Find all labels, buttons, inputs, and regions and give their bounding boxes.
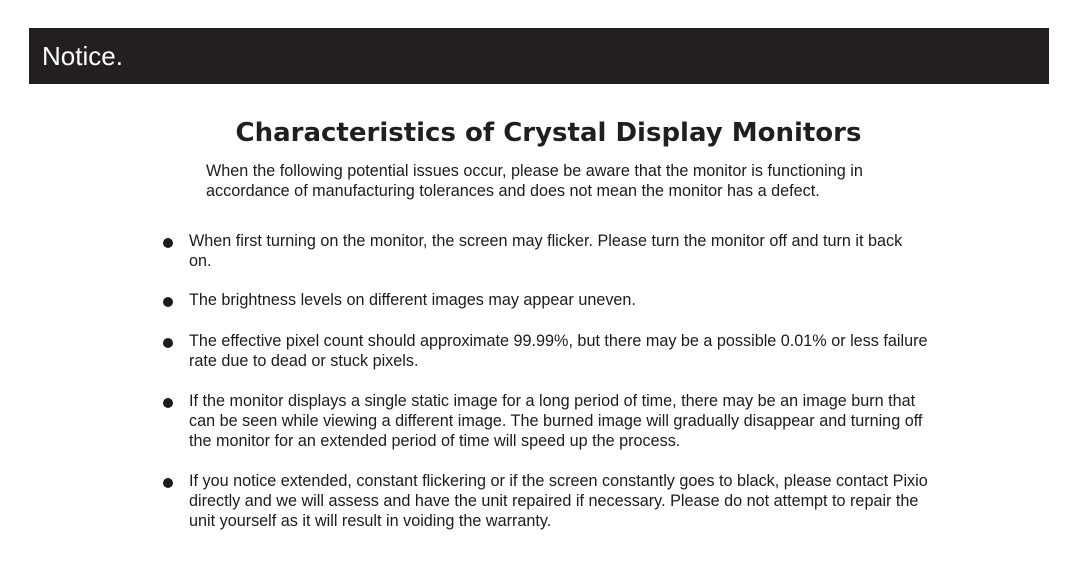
notice-banner — [29, 28, 1049, 84]
bullet-icon — [163, 297, 173, 307]
intro-paragraph: When the following potential issues occur, please be aware that the monitor is functioning in accordance of manufacturing tolerances and does not mean the monitor has a defect. — [206, 162, 863, 200]
banner-title: Notice. — [42, 40, 123, 71]
list-item — [189, 331, 929, 371]
list-item — [189, 290, 929, 310]
list-item-text: The brightness levels on different images may appear uneven. — [189, 291, 636, 309]
list-item-text: If you notice extended, constant flickering or if the screen constantly goes to black, please contact Pixio directly and we will assess and have the unit repaired if necessary. Please do not attempt to repair the unit yourself as it will result in voiding the warranty. — [189, 472, 928, 530]
page-title: Characteristics of Crystal Display Monitors — [235, 118, 862, 148]
list-item-text: When first turning on the monitor, the screen may flicker. Please turn the monitor off and turn it back on. — [189, 232, 903, 270]
list-item-text: If the monitor displays a single static image for a long period of time, there may be an image burn that can be seen while viewing a different image. The burned image will gradually disappear and turning off the monitor for an extended period of time will speed up the process. — [189, 392, 923, 450]
bullet-icon — [163, 398, 173, 408]
list-item — [189, 471, 929, 531]
list-item — [189, 231, 929, 271]
list-item-text: The effective pixel count should approximate 99.99%, but there may be a possible 0.01% or less failure rate due to dead or stuck pixels. — [189, 332, 928, 370]
bullet-icon — [163, 338, 173, 348]
list-item — [189, 391, 929, 451]
bullet-icon — [163, 478, 173, 488]
bullet-icon — [163, 238, 173, 248]
